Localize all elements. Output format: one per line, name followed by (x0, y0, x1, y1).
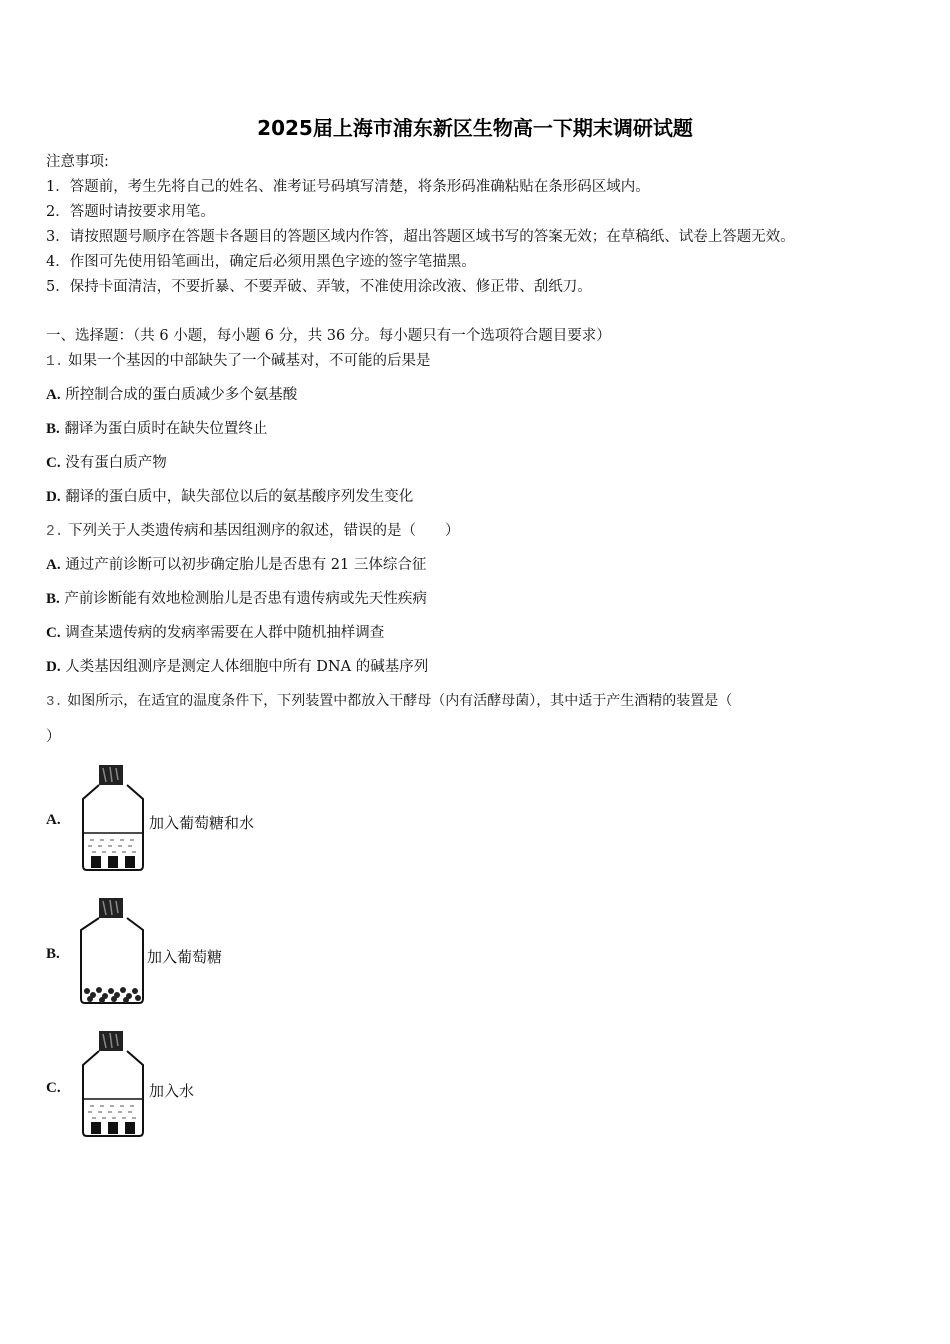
option-text: 翻译为蛋白质时在缺失位置终止 (64, 421, 268, 437)
section-heading: 一、选择题：（共 6 小题，每小题 6 分，共 36 分。每小题只有一个选项符合题目要求） (46, 328, 611, 344)
option-letter: C. (46, 1080, 61, 1096)
q1-option-a (46, 386, 297, 404)
option-text: 加入葡萄糖和水 (149, 814, 255, 832)
option-letter: A. (46, 812, 61, 828)
option-letter: B. (46, 421, 60, 437)
notice-item-1: 1．答题前，考生先将自己的姓名、准考证号码填写清楚，将条形码准确粘贴在条形码区域内。 (46, 179, 650, 195)
option-text: 加入水 (149, 1082, 195, 1100)
question-3-stem-continued: ） (46, 729, 61, 745)
q3-option-a (46, 762, 346, 882)
question-stem: 下列关于人类遗传病和基因组测序的叙述，错误的是（ ） (68, 523, 460, 539)
sealed-bottle-with-water-icon (78, 762, 148, 874)
q2-option-c (46, 624, 384, 642)
option-letter: B. (46, 946, 60, 962)
option-letter: B. (46, 591, 60, 607)
option-letter: C. (46, 625, 61, 641)
option-text: 加入葡萄糖 (147, 948, 223, 966)
question-number: 1. (46, 354, 64, 370)
option-text: 没有蛋白质产物 (65, 455, 167, 471)
q1-option-c (46, 454, 167, 472)
option-text: 所控制合成的蛋白质减少多个氨基酸 (65, 387, 298, 403)
option-text: 产前诊断能有效地检测胎儿是否患有遗传病或先天性疾病 (64, 591, 427, 607)
notice-item-5: 5．保持卡面清洁，不要折暴、不要弄破、弄皱，不准使用涂改液、修正带、刮纸刀。 (46, 279, 592, 295)
option-text: 调查某遗传病的发病率需要在人群中随机抽样调查 (65, 625, 385, 641)
option-text: 通过产前诊断可以初步确定胎儿是否患有 21 三体综合征 (65, 557, 427, 573)
question-number: 2. (46, 524, 64, 540)
sealed-bottle-with-glucose-icon (78, 895, 148, 1007)
option-text: 翻译的蛋白质中，缺失部位以后的氨基酸序列发生变化 (65, 489, 414, 505)
option-letter: A. (46, 557, 61, 573)
notice-item-4: 4．作图可先使用铅笔画出，确定后必须用黑色字迹的签字笔描黑。 (46, 254, 476, 270)
q1-option-b (46, 420, 267, 438)
option-letter: D. (46, 659, 61, 675)
q3-option-b (46, 895, 346, 1015)
q3-option-c (46, 1028, 346, 1148)
option-letter: D. (46, 489, 61, 505)
question-3 (46, 692, 732, 711)
notice-heading: 注意事项: (46, 154, 109, 170)
question-number: 3. (46, 694, 63, 710)
question-stem: 如图所示，在适宜的温度条件下，下列装置中都放入干酵母（内有活酵母菌），其中适于产生酒精的装置是（ (67, 693, 733, 709)
option-letter: A. (46, 387, 61, 403)
notice-item-3: 3．请按照题号顺序在答题卡各题目的答题区域内作答，超出答题区域书写的答案无效；在草稿纸、试卷上答题无效。 (46, 229, 795, 245)
option-text: 人类基因组测序是测定人体细胞中所有 DNA 的碱基序列 (65, 659, 429, 675)
q2-option-b (46, 590, 427, 608)
q1-option-d (46, 488, 413, 506)
q2-option-a (46, 556, 426, 574)
question-2 (46, 522, 460, 541)
option-letter: C. (46, 455, 61, 471)
notice-item-2: 2．答题时请按要求用笔。 (46, 204, 215, 220)
sealed-bottle-with-water-icon (78, 1028, 148, 1140)
question-1 (46, 352, 431, 371)
q2-option-d (46, 658, 428, 676)
question-stem: 如果一个基因的中部缺失了一个碱基对，不可能的后果是 (68, 353, 431, 369)
page-title: 2025届上海市浦东新区生物高一下期末调研试题 (257, 116, 693, 140)
